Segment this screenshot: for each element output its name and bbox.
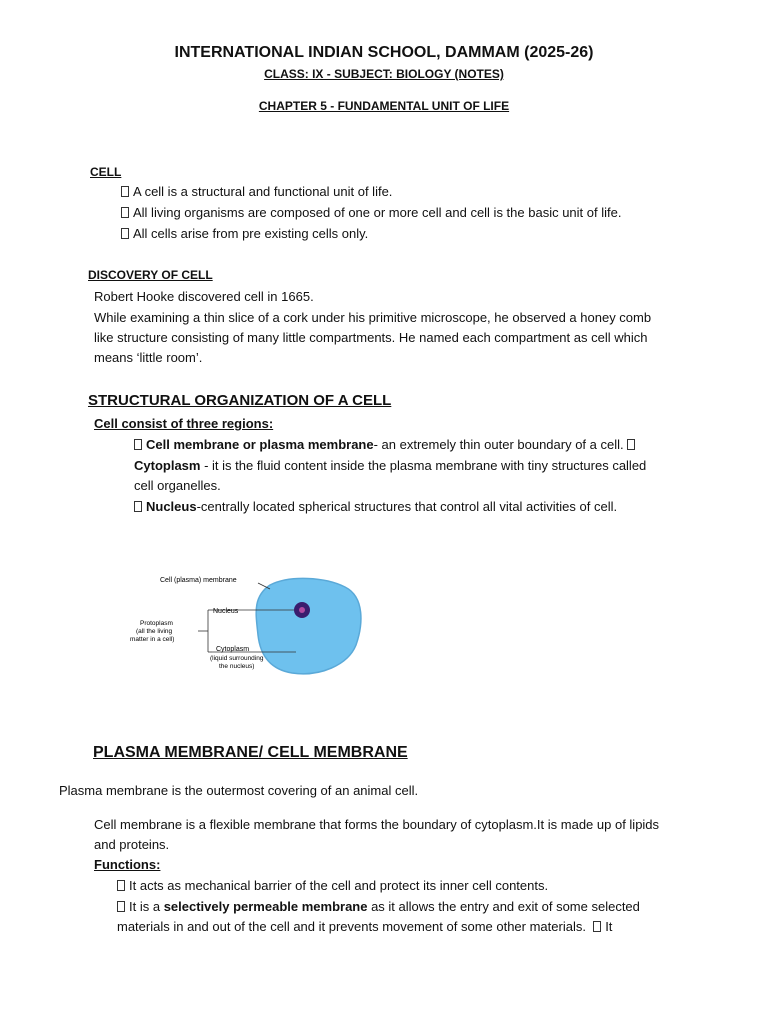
bullet-icon xyxy=(121,186,129,197)
structural-bullet-1: Cell membrane or plasma membrane- an extremely thin outer boundary of a cell. xyxy=(134,437,639,452)
cell-heading: CELL xyxy=(90,165,122,179)
label-cytoplasm-2: (liquid surrounding xyxy=(210,655,264,662)
bullet-icon xyxy=(134,439,142,450)
plasma-para-2: and proteins. xyxy=(94,837,170,852)
bullet-icon xyxy=(627,439,635,450)
label-membrane: Cell (plasma) membrane xyxy=(160,577,237,584)
discovery-para-2: like structure consisting of many little compartments. He named each compartment as cell which xyxy=(94,330,648,345)
structural-bullet-2: Cytoplasm - it is the fluid content inside the plasma membrane with tiny structures called xyxy=(134,458,647,473)
cell-bullet-3: All cells arise from pre existing cells only. xyxy=(121,226,368,241)
discovery-para-1: While examining a thin slice of a cork under his primitive microscope, he observed a honey comb xyxy=(94,310,652,325)
cell-bullet-2: All living organisms are composed of one or more cell and cell is the basic unit of life. xyxy=(121,205,621,220)
class-subject: CLASS: IX - SUBJECT: BIOLOGY (NOTES) xyxy=(264,67,504,81)
discovery-line: Robert Hooke discovered cell in 1665. xyxy=(94,289,314,304)
structural-bullet-2-cont: cell organelles. xyxy=(134,478,221,493)
school-title: INTERNATIONAL INDIAN SCHOOL, DAMMAM (2025-26) xyxy=(174,44,594,61)
bullet-icon xyxy=(117,880,125,891)
bullet-icon xyxy=(117,901,125,912)
cell-body xyxy=(256,578,361,673)
function-2-cont: materials in and out of the cell and it prevents movement of some other materials. It xyxy=(117,919,613,934)
label-protoplasm-2: (all the living xyxy=(136,628,173,635)
structural-heading: STRUCTURAL ORGANIZATION OF A CELL xyxy=(88,392,392,409)
structural-bullet-3: Nucleus-centrally located spherical structures that control all vital activities of cell. xyxy=(134,499,617,514)
label-nucleus: Nucleus xyxy=(213,608,239,615)
nucleus-center xyxy=(299,607,305,613)
plasma-heading: PLASMA MEMBRANE/ CELL MEMBRANE xyxy=(93,744,408,761)
chapter-title: CHAPTER 5 - FUNDAMENTAL UNIT OF LIFE xyxy=(258,99,510,113)
cell-bullet-1: A cell is a structural and functional unit of life. xyxy=(121,184,392,199)
plasma-intro: Plasma membrane is the outermost covering of an animal cell. xyxy=(59,783,419,798)
label-cytoplasm-1: Cytoplasm xyxy=(216,646,250,653)
bullet-icon xyxy=(121,207,129,218)
bullet-icon xyxy=(593,921,601,932)
label-protoplasm-3: matter in a cell) xyxy=(130,636,175,643)
discovery-para-3: means ‘little room’. xyxy=(94,350,203,365)
bullet-icon xyxy=(121,228,129,239)
structural-subheading: Cell consist of three regions: xyxy=(94,416,274,431)
cell-diagram xyxy=(120,565,380,685)
label-protoplasm-1: Protoplasm xyxy=(140,620,173,627)
bullet-icon xyxy=(134,501,142,512)
function-2: It is a selectively permeable membrane as it allows the entry and exit of some selected xyxy=(117,899,640,914)
label-cytoplasm-3: the nucleus) xyxy=(219,663,255,670)
discovery-heading: DISCOVERY OF CELL xyxy=(88,268,213,282)
plasma-para-1: Cell membrane is a flexible membrane that forms the boundary of cytoplasm.It is made up of lipids xyxy=(94,817,660,832)
function-1: It acts as mechanical barrier of the cell and protect its inner cell contents. xyxy=(117,878,548,893)
functions-heading: Functions: xyxy=(94,857,161,872)
